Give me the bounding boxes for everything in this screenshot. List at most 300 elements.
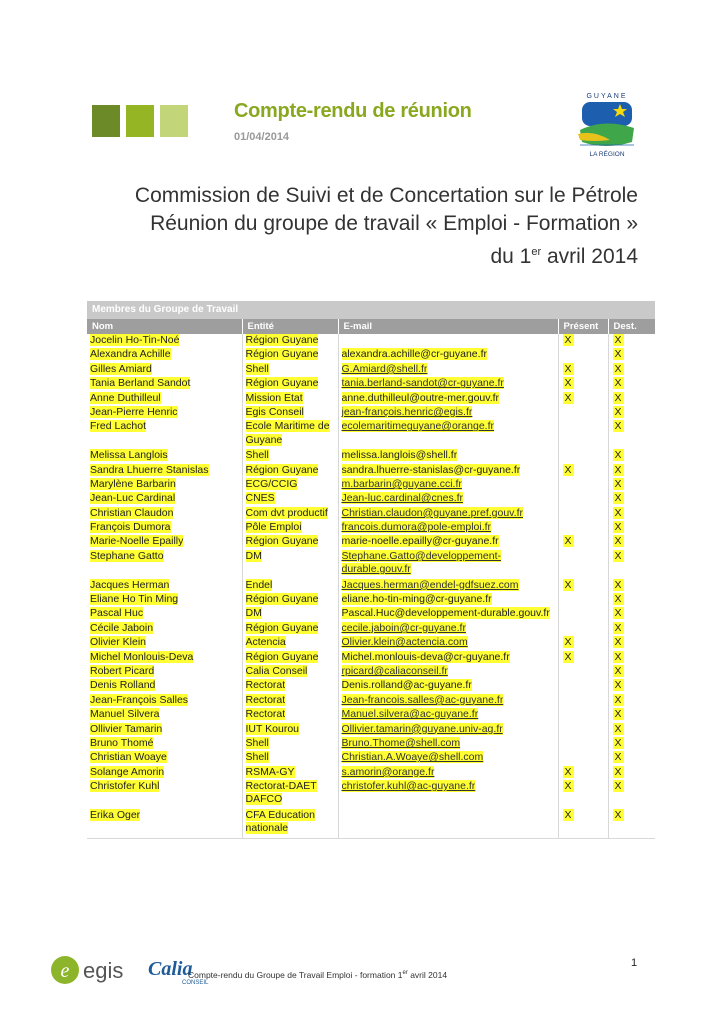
member-present-cell: [558, 507, 608, 521]
table-row: [87, 348, 655, 362]
member-present-cell: [558, 348, 608, 362]
member-email-cell: [338, 507, 558, 521]
member-email[interactable]: christofer.kuhl@ac-guyane.fr: [341, 780, 476, 793]
member-email[interactable]: tania.berland-sandot@cr-guyane.fr: [341, 377, 504, 390]
member-email[interactable]: Ollivier.tamarin@guyane.univ-ag.fr: [341, 722, 503, 735]
member-entity: DM: [245, 607, 262, 620]
member-dest-cell: [608, 478, 655, 492]
table-row: [87, 492, 655, 506]
table-row: [87, 363, 655, 377]
member-present-cell: [558, 363, 608, 377]
member-email[interactable]: Jean-luc.cardinal@cnes.fr: [341, 492, 464, 505]
member-present-cell: [558, 636, 608, 650]
member-email-cell: [338, 694, 558, 708]
member-entity-cell: [242, 593, 338, 607]
member-name: Ollivier Tamarin: [90, 722, 163, 735]
member-name: Anne Duthilleul: [90, 391, 161, 404]
member-email[interactable]: eliane.ho-tin-ming@cr-guyane.fr: [341, 593, 492, 606]
member-entity: Calia Conseil: [245, 665, 308, 678]
member-email-cell: [338, 478, 558, 492]
table-row: [87, 334, 655, 348]
member-entity-cell: [242, 723, 338, 737]
member-present-cell: [558, 492, 608, 506]
member-name-cell: [87, 636, 242, 650]
member-name: Jean-Pierre Henric: [90, 405, 178, 418]
member-present: X: [564, 578, 572, 591]
member-entity-cell: [242, 492, 338, 506]
member-present-cell: [558, 464, 608, 478]
member-entity: Région Guyane: [245, 593, 319, 606]
member-name-cell: [87, 809, 242, 839]
member-name: Manuel Silvera: [90, 708, 160, 721]
col-header-email: E-mail: [338, 319, 558, 334]
member-name-cell: [87, 708, 242, 722]
member-name-cell: [87, 579, 242, 593]
member-entity: Shell: [245, 449, 269, 462]
member-dest: X: [614, 549, 622, 562]
member-entity: Com dvt productif: [245, 506, 328, 519]
member-dest: X: [614, 377, 622, 390]
heading-line-2: Réunion du groupe de travail « Emploi - Formation »: [150, 212, 638, 235]
member-name-cell: [87, 334, 242, 348]
member-entity-cell: [242, 579, 338, 593]
logo-square-mid: [126, 105, 154, 137]
svg-text:e: e: [60, 960, 70, 982]
table-row: [87, 780, 655, 809]
member-dest-cell: [608, 535, 655, 549]
member-email-cell: [338, 679, 558, 693]
member-email[interactable]: Olivier.klein@actencia.com: [341, 636, 468, 649]
table-row: [87, 809, 655, 839]
member-entity-cell: [242, 809, 338, 839]
table-row: [87, 751, 655, 765]
member-name-cell: [87, 593, 242, 607]
member-email[interactable]: Denis.rolland@ac-guyane.fr: [341, 679, 472, 692]
member-entity: Pôle Emploi: [245, 521, 302, 534]
member-present-cell: [558, 579, 608, 593]
member-email[interactable]: ecolemaritimeguyane@orange.fr: [341, 420, 494, 433]
member-name-cell: [87, 665, 242, 679]
member-email[interactable]: sandra.lhuerre-stanislas@cr-guyane.fr: [341, 463, 521, 476]
table-group-header: [87, 301, 655, 319]
member-entity-cell: [242, 377, 338, 391]
member-email-cell: [338, 622, 558, 636]
member-entity-cell: [242, 334, 338, 348]
member-email[interactable]: Bruno.Thome@shell.com: [341, 736, 461, 749]
member-present-cell: [558, 406, 608, 420]
member-email[interactable]: Manuel.silvera@ac-guyane.fr: [341, 708, 479, 721]
member-entity: Shell: [245, 362, 269, 375]
member-entity: Région Guyane: [245, 463, 319, 476]
heading-line-3: du 1er avril 2014: [490, 245, 638, 268]
member-name-cell: [87, 535, 242, 549]
member-present: X: [564, 463, 572, 476]
member-dest: X: [614, 708, 622, 721]
member-email[interactable]: melissa.langlois@shell.fr: [341, 449, 458, 462]
table-column-headers: [87, 319, 655, 334]
member-name-cell: [87, 780, 242, 809]
member-dest-cell: [608, 651, 655, 665]
member-dest-cell: [608, 406, 655, 420]
member-email[interactable]: Pascal.Huc@developpement-durable.gouv.fr: [341, 607, 550, 620]
member-dest-cell: [608, 607, 655, 621]
member-email-cell: [338, 636, 558, 650]
member-present-cell: [558, 334, 608, 348]
member-dest: X: [614, 636, 622, 649]
member-present-cell: [558, 535, 608, 549]
member-present-cell: [558, 651, 608, 665]
member-present-cell: [558, 622, 608, 636]
table-row: [87, 535, 655, 549]
member-entity: Ecole Maritime de Guyane: [245, 420, 330, 446]
table-row: [87, 651, 655, 665]
member-entity: CNES: [245, 492, 275, 505]
member-dest-cell: [608, 521, 655, 535]
member-name-cell: [87, 694, 242, 708]
table-row: [87, 406, 655, 420]
member-name: Olivier Klein: [90, 636, 147, 649]
member-email[interactable]: Michel.monlouis-deva@cr-guyane.fr: [341, 650, 510, 663]
member-dest-cell: [608, 737, 655, 751]
member-email-cell: [338, 334, 558, 348]
member-email[interactable]: Stephane.Gatto@developpement-durable.gouv.fr: [341, 549, 502, 576]
member-email[interactable]: m.barbarin@guyane.cci.fr: [341, 477, 462, 490]
member-email-cell: [338, 464, 558, 478]
member-present-cell: [558, 737, 608, 751]
member-dest-cell: [608, 420, 655, 449]
member-email-cell: [338, 535, 558, 549]
member-entity: Mission Etat: [245, 391, 303, 404]
member-present-cell: [558, 809, 608, 839]
member-email[interactable]: Christian.A.Woaye@shell.com: [341, 751, 484, 764]
member-present: X: [564, 362, 572, 375]
heading-line-1: Commission de Suivi et de Concertation sur le Pétrole: [134, 184, 638, 207]
member-dest: X: [614, 506, 622, 519]
member-name: Cécile Jaboin: [90, 621, 154, 634]
member-name: Solange Amorin: [90, 765, 165, 778]
footer-caption: Compte-rendu du Groupe de Travail Emploi - formation 1er avril 2014: [188, 970, 448, 980]
member-name: François Dumora: [90, 521, 171, 534]
member-name: Alexandra Achille: [90, 348, 171, 361]
page-number: 1: [631, 957, 638, 969]
member-name-cell: [87, 449, 242, 463]
table-row: [87, 449, 655, 463]
member-present: X: [564, 334, 572, 346]
member-name: Christian Woaye: [90, 751, 167, 764]
member-dest-cell: [608, 723, 655, 737]
member-entity: Actencia: [245, 636, 286, 649]
member-email-cell: [338, 492, 558, 506]
member-entity-cell: [242, 392, 338, 406]
member-dest: X: [614, 334, 622, 346]
member-dest-cell: [608, 464, 655, 478]
member-email-cell: [338, 780, 558, 809]
member-present-cell: [558, 593, 608, 607]
member-dest-cell: [608, 694, 655, 708]
member-email[interactable]: s.amorin@orange.fr: [341, 765, 435, 778]
member-entity: Région Guyane: [245, 650, 319, 663]
table-row: [87, 737, 655, 751]
member-dest: X: [614, 679, 622, 692]
member-present-cell: [558, 665, 608, 679]
member-entity: Shell: [245, 736, 269, 749]
member-entity: DM: [245, 549, 262, 562]
member-present-cell: [558, 607, 608, 621]
member-entity: Région Guyane: [245, 377, 319, 390]
member-dest: X: [614, 405, 622, 418]
table-row: [87, 694, 655, 708]
member-entity: Endel: [245, 578, 273, 591]
member-email-cell: [338, 550, 558, 579]
member-email[interactable]: francois.dumora@pole-emploi.fr: [341, 521, 492, 534]
member-email-cell: [338, 392, 558, 406]
member-name-cell: [87, 766, 242, 780]
member-dest: X: [614, 391, 622, 404]
member-email[interactable]: jean-françois.henric@egis.fr: [341, 405, 473, 418]
table-row: [87, 593, 655, 607]
member-email-cell: [338, 723, 558, 737]
member-email-cell: [338, 593, 558, 607]
member-entity-cell: [242, 535, 338, 549]
logo-square-dark: [92, 105, 120, 137]
member-name-cell: [87, 464, 242, 478]
member-name: Christian Claudon: [90, 506, 174, 519]
member-entity-cell: [242, 694, 338, 708]
col-header-dest: Dest.: [608, 319, 655, 334]
member-dest-cell: [608, 751, 655, 765]
member-email-cell: [338, 377, 558, 391]
member-dest: X: [614, 593, 622, 606]
member-dest: X: [614, 621, 622, 634]
member-present-cell: [558, 449, 608, 463]
member-dest-cell: [608, 809, 655, 839]
member-name-cell: [87, 723, 242, 737]
member-entity-cell: [242, 679, 338, 693]
member-entity-cell: [242, 651, 338, 665]
member-name-cell: [87, 607, 242, 621]
member-name-cell: [87, 420, 242, 449]
member-name: Melissa Langlois: [90, 449, 168, 462]
member-entity: CFA Education nationale: [245, 808, 315, 835]
table-row: [87, 521, 655, 535]
member-email-cell: [338, 751, 558, 765]
member-entity: IUT Kourou: [245, 722, 299, 735]
member-dest-cell: [608, 492, 655, 506]
table-row: [87, 464, 655, 478]
member-email-cell: [338, 363, 558, 377]
table-row: [87, 766, 655, 780]
member-dest-cell: [608, 708, 655, 722]
member-name: Stephane Gatto: [90, 549, 164, 562]
table-row: [87, 665, 655, 679]
member-dest-cell: [608, 334, 655, 348]
member-email[interactable]: alexandra.achille@cr-guyane.fr: [341, 348, 487, 361]
member-entity-cell: [242, 766, 338, 780]
member-name-cell: [87, 622, 242, 636]
member-present-cell: [558, 377, 608, 391]
group-title: Membres du Groupe de Travail: [87, 301, 655, 319]
member-email[interactable]: Christian.claudon@guyane.pref.gouv.fr: [341, 506, 523, 519]
region-logo-top-text: GUYANE: [586, 93, 628, 100]
member-present-cell: [558, 751, 608, 765]
member-email-cell: [338, 651, 558, 665]
member-present-cell: [558, 723, 608, 737]
table-row: [87, 679, 655, 693]
member-name-cell: [87, 679, 242, 693]
member-entity: Rectorat: [245, 708, 286, 721]
member-dest-cell: [608, 579, 655, 593]
logo-square-light: [160, 105, 188, 137]
region-guyane-logo: [574, 90, 640, 162]
member-email-cell: [338, 737, 558, 751]
member-name: Denis Rolland: [90, 679, 156, 692]
member-name: Gilles Amiard: [90, 362, 152, 375]
member-entity-cell: [242, 751, 338, 765]
member-dest-cell: [608, 377, 655, 391]
member-name-cell: [87, 348, 242, 362]
member-name: Bruno Thomé: [90, 736, 154, 749]
table-row: [87, 507, 655, 521]
member-present: X: [564, 377, 572, 390]
member-dest-cell: [608, 665, 655, 679]
member-name-cell: [87, 492, 242, 506]
member-present-cell: [558, 708, 608, 722]
member-name-cell: [87, 377, 242, 391]
member-email-cell: [338, 809, 558, 839]
member-dest-cell: [608, 593, 655, 607]
member-email[interactable]: marie-noelle.epailly@cr-guyane.fr: [341, 535, 499, 548]
member-name: Jean-François Salles: [90, 693, 189, 706]
member-present: X: [564, 780, 572, 793]
member-dest: X: [614, 521, 622, 534]
member-name: Christofer Kuhl: [90, 780, 160, 793]
member-entity: Rectorat-DAET DAFCO: [245, 780, 317, 806]
member-present-cell: [558, 766, 608, 780]
member-dest: X: [614, 808, 622, 821]
member-entity: Rectorat: [245, 693, 286, 706]
member-dest: X: [614, 722, 622, 735]
calia-logo-subtext: CONSEIL: [182, 980, 209, 986]
table-row: [87, 636, 655, 650]
member-name: Michel Monlouis-Deva: [90, 650, 194, 663]
member-name-cell: [87, 406, 242, 420]
member-email-cell: [338, 521, 558, 535]
table-row: [87, 550, 655, 579]
member-present-cell: [558, 478, 608, 492]
members-table: [87, 301, 655, 839]
member-name-cell: [87, 521, 242, 535]
member-name: Robert Picard: [90, 665, 155, 678]
member-entity: Région Guyane: [245, 535, 319, 548]
member-email[interactable]: Jean-francois.salles@ac-guyane.fr: [341, 693, 504, 706]
member-dest-cell: [608, 766, 655, 780]
col-header-entity: Entité: [242, 319, 338, 334]
member-email-cell: [338, 665, 558, 679]
member-dest: X: [614, 693, 622, 706]
member-name: Fred Lachot: [90, 420, 147, 433]
report-date: 01/04/2014: [234, 131, 290, 143]
member-entity: Rectorat: [245, 679, 286, 692]
table-row: [87, 622, 655, 636]
member-name-cell: [87, 751, 242, 765]
member-dest-cell: [608, 550, 655, 579]
member-name: Jacques Herman: [90, 578, 170, 591]
member-dest-cell: [608, 622, 655, 636]
member-entity-cell: [242, 665, 338, 679]
member-present: X: [564, 636, 572, 649]
member-entity-cell: [242, 780, 338, 809]
member-email-cell: [338, 406, 558, 420]
member-entity-cell: [242, 622, 338, 636]
member-dest: X: [614, 420, 622, 433]
member-present: X: [564, 808, 572, 821]
egis-logo: [50, 953, 140, 987]
member-name: Tania Berland Sandot: [90, 377, 191, 390]
table-row: [87, 377, 655, 391]
region-logo-bottom-text: LA RÉGION: [589, 151, 625, 158]
member-dest: X: [614, 736, 622, 749]
member-dest-cell: [608, 449, 655, 463]
member-email[interactable]: anne.duthilleul@outre-mer.gouv.fr: [341, 391, 500, 404]
member-name: Pascal Huc: [90, 607, 144, 620]
table-row: [87, 607, 655, 621]
member-email-cell: [338, 579, 558, 593]
member-email[interactable]: cecile.jaboin@cr-guyane.fr: [341, 621, 466, 634]
member-email[interactable]: rpicard@caliaconseil.fr: [341, 665, 448, 678]
member-present-cell: [558, 694, 608, 708]
report-title: Compte-rendu de réunion: [234, 100, 472, 122]
member-entity-cell: [242, 420, 338, 449]
member-present-cell: [558, 392, 608, 406]
member-present-cell: [558, 780, 608, 809]
member-entity: Egis Conseil: [245, 405, 304, 418]
member-entity: Région Guyane: [245, 334, 319, 346]
member-entity-cell: [242, 636, 338, 650]
member-dest: X: [614, 607, 622, 620]
member-name: Sandra Lhuerre Stanislas: [90, 463, 209, 476]
member-entity-cell: [242, 607, 338, 621]
member-email[interactable]: Jacques.herman@endel-gdfsuez.com: [341, 578, 519, 591]
member-dest-cell: [608, 507, 655, 521]
member-present: X: [564, 765, 572, 778]
member-name-cell: [87, 550, 242, 579]
member-entity: RSMA-GY: [245, 765, 295, 778]
member-dest: X: [614, 463, 622, 476]
member-entity-cell: [242, 708, 338, 722]
member-name-cell: [87, 478, 242, 492]
col-header-present: Présent: [558, 319, 608, 334]
member-name-cell: [87, 737, 242, 751]
table-row: [87, 708, 655, 722]
member-entity: Région Guyane: [245, 621, 319, 634]
member-dest: X: [614, 578, 622, 591]
member-email-cell: [338, 766, 558, 780]
member-dest-cell: [608, 392, 655, 406]
member-present-cell: [558, 679, 608, 693]
member-name: Jocelin Ho-Tin-Noé: [90, 334, 180, 346]
calia-logo-text: Calia: [148, 958, 193, 980]
member-email-cell: [338, 607, 558, 621]
member-entity-cell: [242, 550, 338, 579]
member-present: X: [564, 650, 572, 663]
member-dest-cell: [608, 636, 655, 650]
member-email[interactable]: G.Amiard@shell.fr: [341, 362, 428, 375]
member-name: Erika Oger: [90, 808, 141, 821]
member-name-cell: [87, 651, 242, 665]
member-present: X: [564, 391, 572, 404]
member-present-cell: [558, 550, 608, 579]
member-entity-cell: [242, 521, 338, 535]
